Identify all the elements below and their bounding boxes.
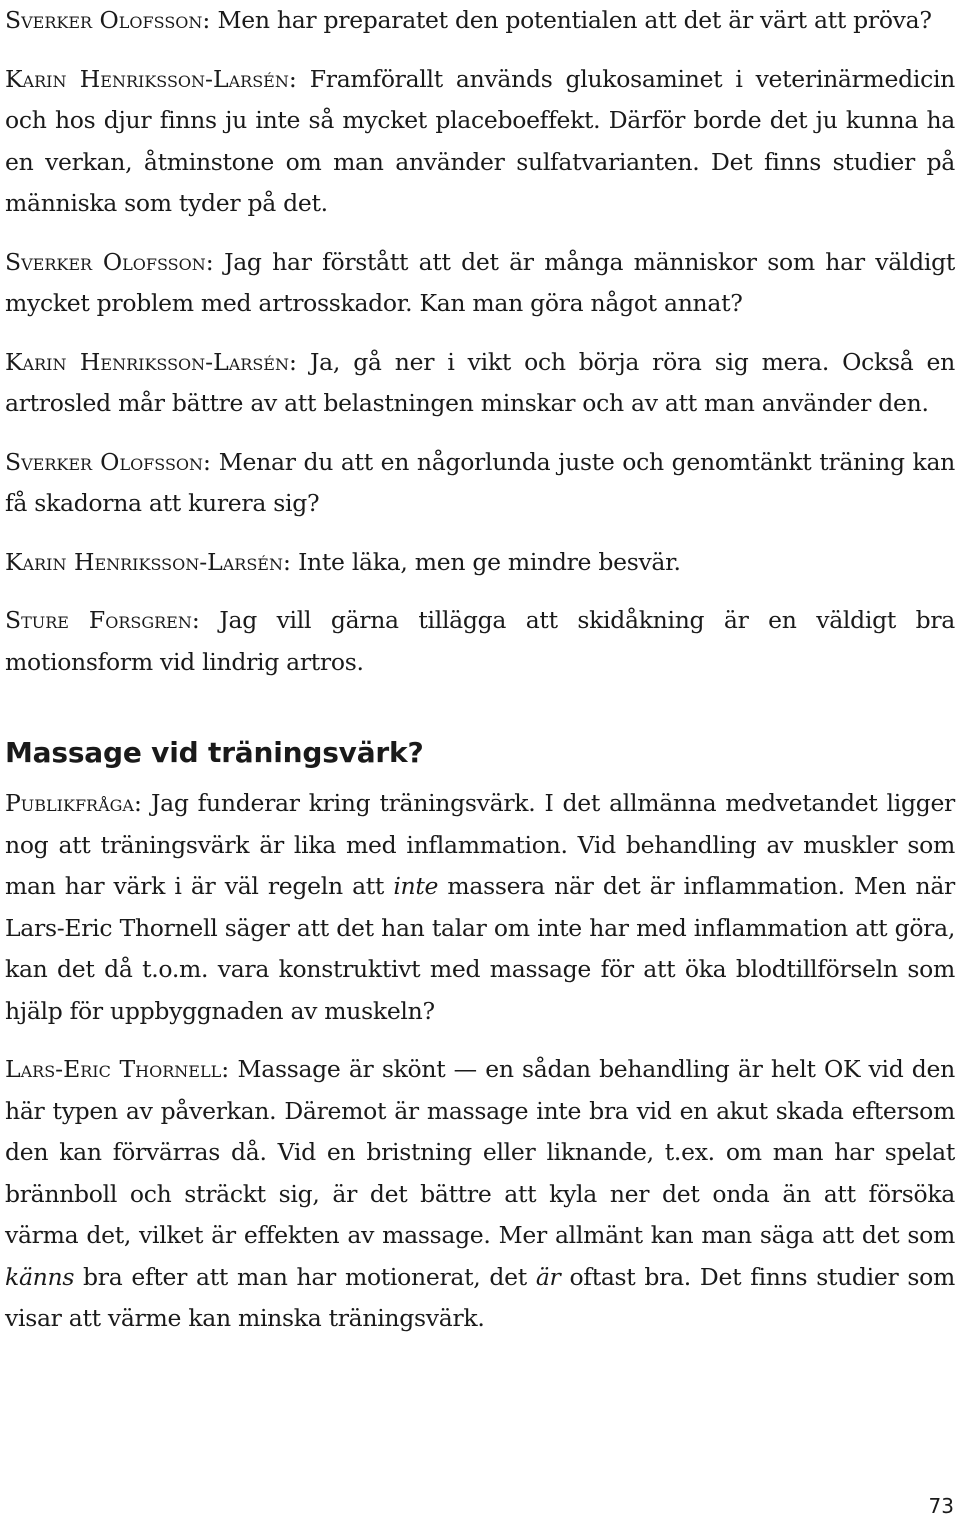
dialogue-text: Framförallt används glukosaminet i veterinärmedicin och hos djur finns ju inte så mycket placeboeffekt. Därför borde det ju kunna ha en verkan, åtminstone om man använder sulfatvarianten. Det finns studier på människa som tyder på det. [5, 64, 956, 217]
dialogue-paragraph [5, 242, 955, 325]
dialogue-paragraph [5, 442, 955, 525]
dialogue-paragraph [5, 0, 955, 42]
question-paragraph [5, 783, 955, 1032]
dialogue-text: Jag har förstått att det är många människor som har väldigt mycket problem med artrosskador. Kan man göra något annat? [5, 247, 955, 317]
dialogue-paragraph [5, 600, 955, 683]
speaker-name: Sverker Olofsson: [5, 247, 214, 276]
page-number: 73 [928, 1494, 954, 1518]
dialogue-text: bra efter att man har motionerat, det [74, 1262, 536, 1291]
document-page [5, 0, 955, 1357]
speaker-name: Karin Henriksson-Larsén: [5, 64, 297, 93]
speaker-name: Sverker Olofsson: [5, 6, 211, 34]
emphasis-text: inte [393, 872, 439, 900]
dialogue-paragraph [5, 342, 955, 425]
dialogue-text: oftast bra. Det finns studier som visar att värme kan minska träningsvärk. [5, 1262, 955, 1332]
dialogue-text: Ja, gå ner i vikt och börja röra sig mera. Också en artrosled mår bättre av att belastningen minskar och av att man använder den. [5, 347, 956, 417]
emphasis-text: känns [5, 1262, 75, 1291]
speaker-name: Karin Henriksson-Larsén: [5, 347, 297, 376]
speaker-name: Publikfråga: [5, 789, 142, 817]
dialogue-paragraph [5, 542, 955, 584]
section-heading: Massage vid träningsvärk? [5, 736, 424, 769]
dialogue-text: Inte läka, men ge mindre besvär. [290, 547, 681, 576]
dialogue-text: Massage är skönt — en sådan behandling är helt OK vid den här typen av påverkan. Däremot är massage inte bra vid en akut skada eftersom den kan förvärras då. Vid en bristning eller liknande, t.ex. om man har spelat brännboll och sträckt sig, är det bättre att kyla ner det onda än att försöka värma det, vilket är effekten av massage. Mer allmänt kan man säga att det som [5, 1055, 955, 1249]
emphasis-text: är [535, 1262, 561, 1291]
speaker-name: Karin Henriksson-Larsén: [5, 547, 291, 576]
dialogue-text: massera när det är inflammation. Men när Lars-Eric Thornell säger att det han talar om inte har med inflammation att göra, kan det då t.o.m. vara konstruktivt med massage för att öka blodtillförseln som hjälp för uppbyggnaden av muskeln? [5, 872, 955, 1025]
dialogue-text: Menar du att en någorlunda juste och genomtänkt träning kan få skadorna att kurera sig? [5, 447, 955, 517]
answer-paragraph [5, 1049, 955, 1340]
speaker-name: Sture Forsgren: [5, 606, 200, 634]
speaker-name: Sverker Olofsson: [5, 447, 211, 476]
dialogue-text: Men har preparatet den potentialen att det är värt att pröva? [210, 6, 932, 34]
dialogue-paragraph [5, 59, 955, 225]
dialogue-text: Jag vill gärna tillägga att skidåkning är en väldigt bra motionsform vid lindrig artros. [5, 606, 955, 676]
dialogue-text: Jag funderar kring träningsvärk. I det allmänna medvetandet ligger nog att träningsvärk är lika med inflammation. Vid behandling av muskler som man har värk i är väl regeln att [5, 789, 955, 900]
speaker-name: Lars-Eric Thornell: [5, 1055, 230, 1083]
